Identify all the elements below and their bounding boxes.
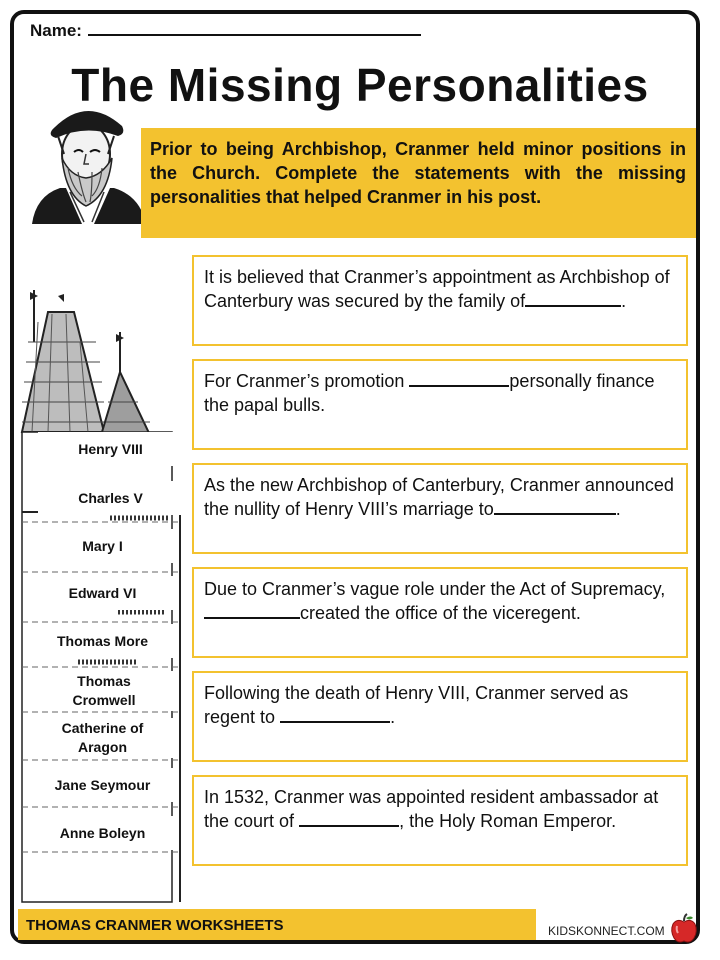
question-text: It is believed that Cranmer’s appointment as Archbishop of Canterbury was secured by the family of [204,267,670,311]
question-2 [192,359,688,450]
question-4 [192,567,688,658]
question-text: . [390,707,396,727]
name-field[interactable] [88,20,421,36]
question-5 [192,671,688,762]
answer-blank[interactable] [280,707,390,723]
answer-blank[interactable] [299,811,399,827]
apple-icon [669,913,699,945]
portrait-illustration [22,96,152,226]
question-text: created the office of the viceregent. [300,603,581,623]
question-text: personally finance the papal bulls. [204,371,655,415]
footer-label: THOMAS CRANMER WORKSHEETS [18,909,536,940]
question-text: . [621,291,627,311]
name-label: Name: [30,21,82,40]
word-bank-item: Thomas Cromwell [30,671,178,711]
answer-blank[interactable] [494,499,616,515]
page-title: The Missing Personalities [71,59,649,111]
word-bank-item: Charles V [38,481,183,515]
brand-name: KIDSKONNECT.COM [548,924,665,938]
question-text: In 1532, Cranmer was appointed resident ambassador at the court of [204,787,659,831]
question-text: For Cranmer’s promotion [204,371,405,391]
word-bank-item: Catherine of Aragon [30,718,175,758]
question-1 [192,255,688,346]
question-text: Following the death of Henry VIII, Cranmer served as regent to [204,683,629,727]
question-text: . [615,499,621,519]
question-6 [192,775,688,866]
intro-instructions: Prior to being Archbishop, Cranmer held minor positions in the Church. Complete the statements with the missing personalities that helped Cranmer in his post. [141,128,696,238]
question-text: As the new Archbishop of Canterbury, Cranmer announced the nullity of Henry VIII’s marriage to [204,475,674,519]
answer-blank[interactable] [409,371,509,387]
word-bank-item: Mary I [30,529,175,563]
word-bank-item: Thomas More [30,624,175,658]
question-3 [192,463,688,554]
question-text: , the Holy Roman Emperor. [399,811,617,831]
question-text: Due to Cranmer’s vague role under the Act of Supremacy, [204,579,666,599]
word-bank-item: Jane Seymour [30,768,175,802]
word-bank-item: Anne Boleyn [30,816,175,850]
word-bank-item: Henry VIII [38,432,183,466]
name-row [30,20,421,41]
answer-blank[interactable] [525,291,621,307]
answer-blank[interactable] [204,603,300,619]
word-bank-item: Edward VI [30,576,175,610]
